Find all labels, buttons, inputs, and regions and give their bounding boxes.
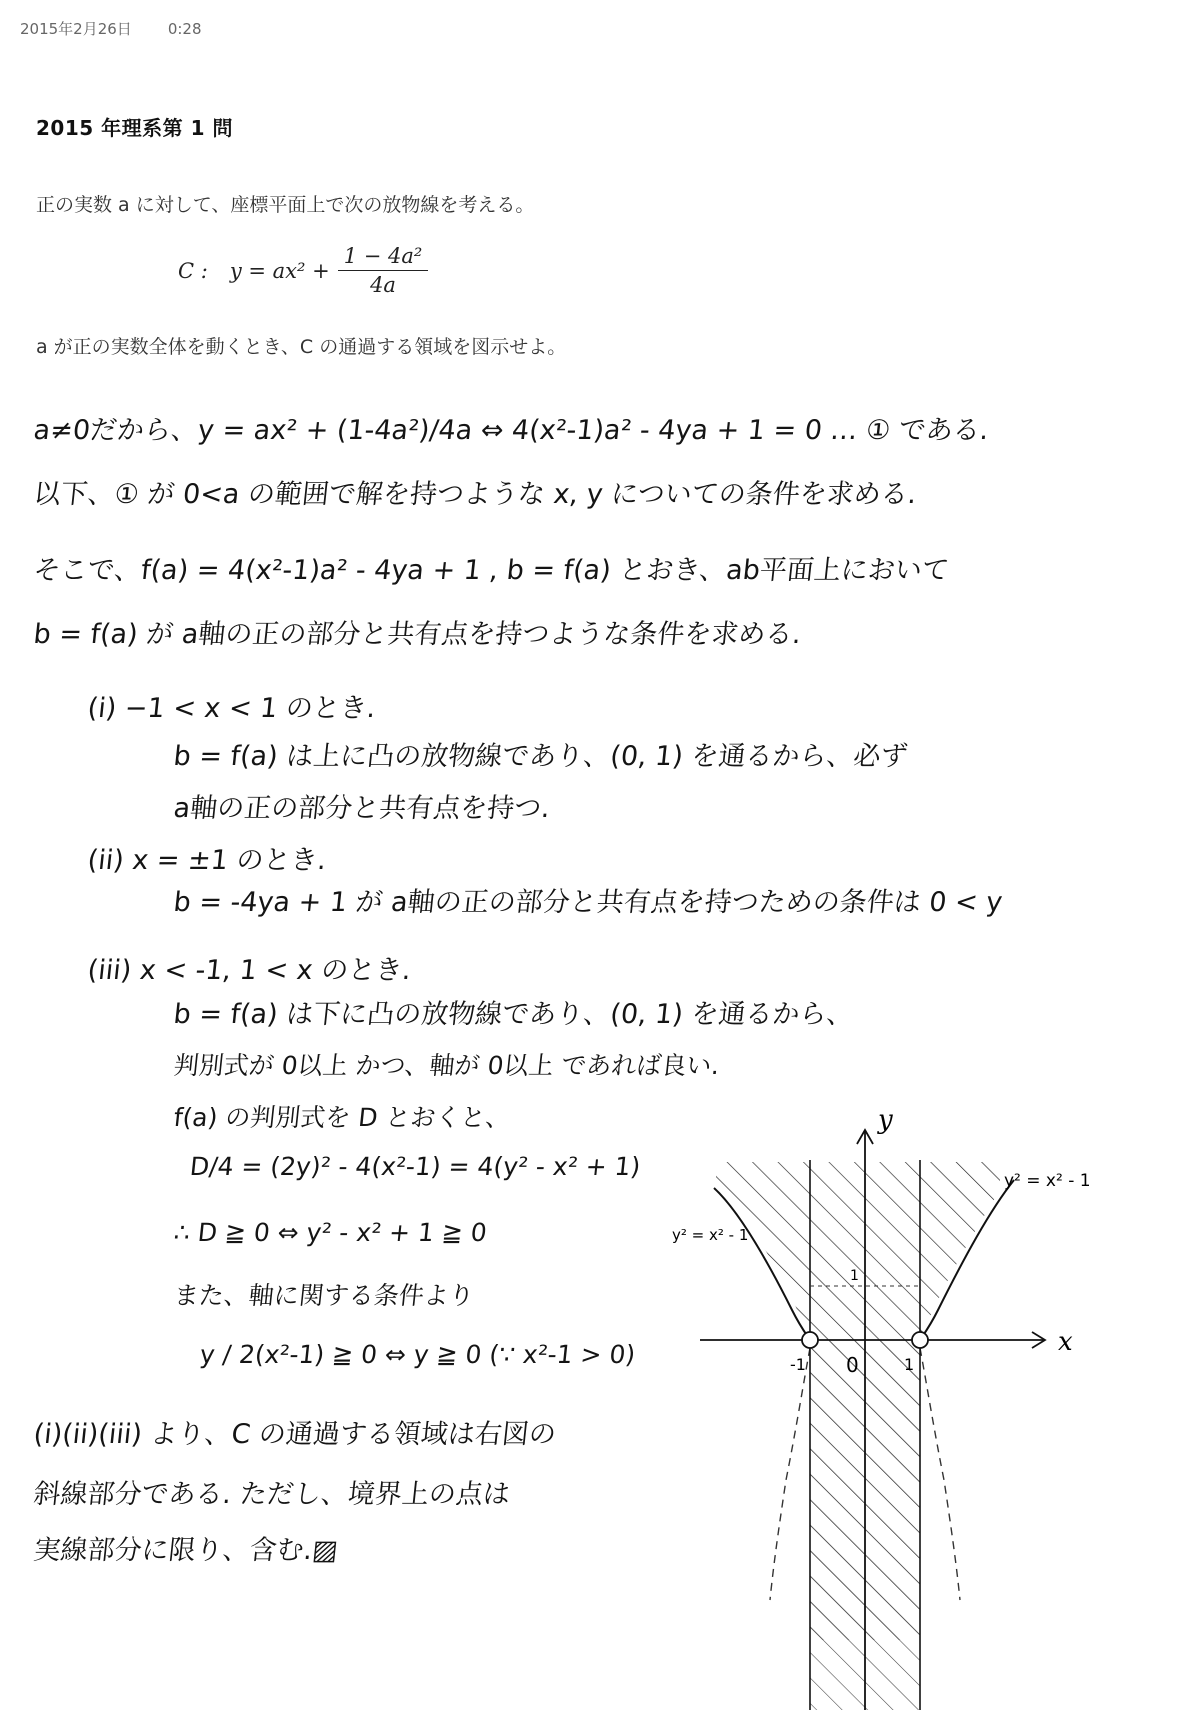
region-figure: [672, 1105, 1100, 1710]
solution-line-2: 以下、① が 0<a の範囲で解を持つような x, y についての条件を求める.: [32, 479, 918, 510]
qed-mark: ▨: [310, 1535, 340, 1566]
solution-line-3: そこで、f(a) = 4(x²-1)a² - 4ya + 1 , b = f(a) とおき、ab平面上において: [32, 555, 951, 586]
timestamp: [20, 18, 202, 39]
fraction-denominator: 4a: [370, 273, 396, 297]
fraction-numerator: 1 − 4a²: [338, 244, 429, 271]
tick-label-y1: 1: [850, 1268, 859, 1284]
case-2-heading: (ii) x = ±1 のとき.: [86, 845, 328, 876]
right-curve-label: y² = x² - 1: [1004, 1171, 1091, 1191]
time-text: 0:28: [167, 20, 202, 38]
case-3-line-f: また、軸に関する条件より: [172, 1281, 476, 1310]
case-2-line-a: b = -4ya + 1 が a軸の正の部分と共有点を持つための条件は 0 < y: [172, 887, 1004, 918]
case-3-line-e: ∴ D ≧ 0 ⇔ y² - x² + 1 ≧ 0: [172, 1218, 489, 1247]
conclusion-line-1: (i)(ii)(iii) より、C の通過する領域は右図の: [32, 1419, 558, 1450]
case-3-line-b: 判別式が 0以上 かつ、軸が 0以上 であれば良い.: [172, 1051, 721, 1080]
x-axis-label: x: [1058, 1327, 1073, 1357]
left-curve-label: y² = x² - 1: [672, 1226, 749, 1244]
case-3-line-g: y / 2(x²-1) ≧ 0 ⇔ y ≧ 0 (∵ x²-1 > 0): [198, 1340, 637, 1369]
problem-question: a が正の実数全体を動くとき、C の通過する領域を図示せよ。: [36, 336, 567, 358]
open-point-neg1: [802, 1332, 818, 1348]
y-axis-label: y: [878, 1105, 893, 1135]
solution-line-1: a≠0だから、y = ax² + (1-4a²)/4a ⇔ 4(x²-1)a² - 4ya + 1 = 0 … ① である.: [32, 415, 991, 446]
tick-label-pos1: 1: [904, 1355, 915, 1374]
case-1-line-a: b = f(a) は上に凸の放物線であり、(0, 1) を通るから、必ず: [172, 741, 910, 772]
curve-fraction: [338, 244, 429, 297]
lower-left-dashed-curve: [770, 1348, 810, 1600]
tick-label-neg1: -1: [790, 1355, 806, 1374]
case-3-line-d: D/4 = (2y)² - 4(x²-1) = 4(y² - x² + 1): [188, 1152, 642, 1181]
curve-lhs: y = ax² +: [229, 258, 330, 283]
conclusion-line-3: 実線部分に限り、含む.▨: [32, 1535, 340, 1566]
case-3-heading: (iii) x < -1, 1 < x のとき.: [86, 955, 413, 986]
solution-line-4: b = f(a) が a軸の正の部分と共有点を持つような条件を求める.: [32, 619, 803, 650]
case-1-line-b: a軸の正の部分と共有点を持つ.: [172, 793, 552, 824]
conclusion-line-2: 斜線部分である. ただし、境界上の点は: [32, 1479, 512, 1510]
date-text: 2015年2月26日: [20, 20, 132, 38]
problem-intro: 正の実数 a に対して、座標平面上で次の放物線を考える。: [36, 194, 535, 216]
curve-label: C :: [178, 258, 208, 283]
case-3-line-a: b = f(a) は下に凸の放物線であり、(0, 1) を通るから、: [172, 999, 856, 1030]
curve-formula: [178, 244, 428, 297]
problem-title: 2015 年理系第 1 問: [36, 116, 233, 140]
case-1-heading: (i) −1 < x < 1 のとき.: [86, 693, 378, 724]
tick-label-origin: 0: [846, 1353, 859, 1377]
case-3-line-c: f(a) の判別式を D とおくと、: [172, 1103, 513, 1132]
open-point-pos1: [912, 1332, 928, 1348]
lower-right-dashed-curve: [920, 1348, 960, 1600]
